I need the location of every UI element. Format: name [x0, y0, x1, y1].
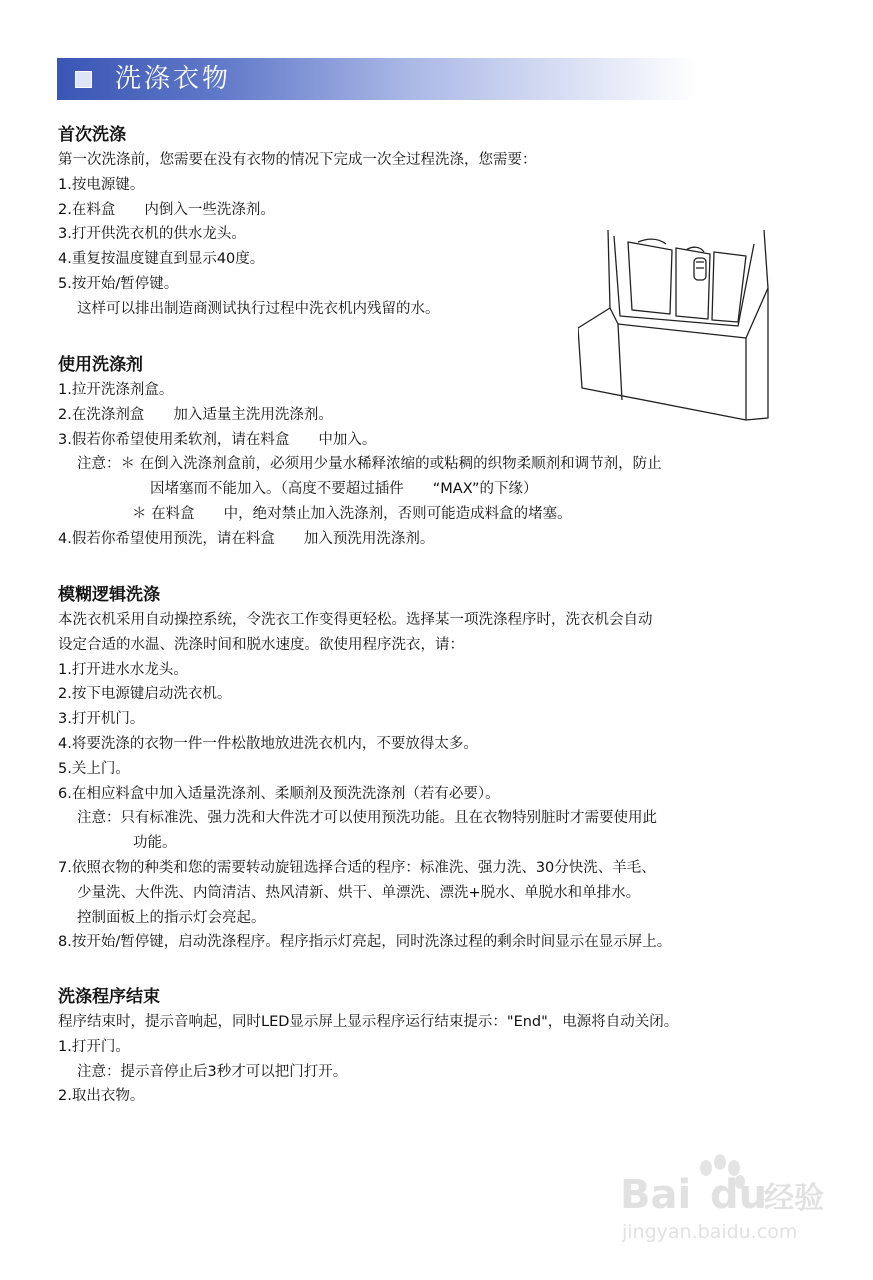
list-item: 2.按下电源键启动洗衣机。 — [58, 686, 232, 703]
section-title: 首次洗涤 — [58, 125, 126, 145]
note-line: 注意：提示音停止后3秒才可以把门打开。 — [77, 1063, 348, 1080]
list-item-continuation: 少量洗、大件洗、内筒清洁、热风清新、烘干、单漂洗、漂洗+脱水、单脱水和单排水。 — [77, 884, 641, 901]
watermark-cn: 经验 — [764, 1181, 824, 1216]
list-item: 1.按电源键。 — [58, 176, 145, 193]
list-item: 2.取出衣物。 — [58, 1088, 145, 1105]
list-item: 8.按开始/暂停键，启动洗涤程序。程序指示灯亮起，同时洗涤过程的剩余时间显示在显示屏上。 — [58, 934, 672, 951]
watermark-brand: Bai — [620, 1172, 692, 1218]
list-item: 3.打开机门。 — [58, 711, 145, 728]
baidu-jingyan-watermark — [618, 1148, 828, 1248]
paragraph-line: 本洗衣机采用自动操控系统，令洗衣工作变得更轻松。选择某一项洗涤程序时，洗衣机会自动 — [58, 612, 653, 628]
paragraph-line: 程序结束时，提示音响起，同时LED显示屏上显示程序运行结束提示："End"，电源将自动关闭。 — [58, 1014, 679, 1030]
list-item: 1.打开门。 — [58, 1038, 130, 1055]
note-line: 注意：＊ 在倒入洗涤剂盒前，必须用少量水稀释浓缩的或粘稠的织物柔顺剂和调节剂，防止 — [77, 456, 662, 473]
section-program-end — [58, 984, 848, 1109]
watermark-brand-du: du — [710, 1172, 768, 1218]
section-fuzzy-logic — [58, 582, 848, 955]
paragraph-line: 第一次洗涤前，您需要在没有衣物的情况下完成一次全过程洗涤，您需要： — [58, 152, 537, 168]
list-item: 3.假若你希望使用柔软剂，请在料盒 中加入。 — [58, 431, 377, 448]
square-bullet-icon — [75, 71, 92, 88]
section-header-bar — [57, 58, 697, 100]
list-item: 2.在料盒 内倒入一些洗涤剂。 — [58, 201, 275, 218]
paragraph-line: 设定合适的水温、洗涤时间和脱水速度。欲使用程序洗衣，请： — [58, 636, 464, 653]
list-item-continuation: 控制面板上的指示灯会亮起。 — [77, 909, 266, 926]
list-item: 3.打开供洗衣机的供水龙头。 — [58, 226, 246, 243]
list-item: 6.在相应料盒中加入适量洗涤剂、柔顺剂及预洗洗涤剂（若有必要）。 — [58, 785, 500, 802]
page-title: 洗涤衣物 — [115, 64, 232, 94]
list-item: 1.打开进水水龙头。 — [58, 661, 188, 678]
list-item: 7.依照衣物的种类和您的需要转动旋钮选择合适的程序：标准洗、强力洗、30分快洗、羊毛、 — [58, 859, 656, 876]
list-item: 5.关上门。 — [58, 760, 130, 777]
paragraph-line: 这样可以排出制造商测试执行过程中洗衣机内残留的水。 — [77, 300, 440, 317]
section-title: 使用洗涤剂 — [58, 355, 143, 375]
list-item: 4.重复按温度键直到显示40度。 — [58, 251, 265, 268]
list-item: 2.在洗涤剂盒 加入适量主洗用洗涤剂。 — [58, 406, 333, 423]
note-line: 注意：只有标准洗、强力洗和大件洗才可以使用预洗功能。且在衣物特别脏时才需要使用此 — [77, 810, 657, 827]
section-title: 模糊逻辑洗涤 — [58, 585, 160, 605]
list-item: 5.按开始/暂停键。 — [58, 275, 179, 292]
list-item: 4.将要洗涤的衣物一件一件松散地放进洗衣机内，不要放得太多。 — [58, 735, 478, 752]
list-item: 1.拉开洗涤剂盒。 — [58, 382, 174, 398]
watermark-url: jingyan.baidu.com — [622, 1221, 798, 1243]
list-item: 4.假若你希望使用预洗，请在料盒 加入预洗用洗涤剂。 — [58, 530, 435, 547]
detergent-drawer-illustration — [578, 228, 770, 424]
section-title: 洗涤程序结束 — [58, 987, 160, 1007]
note-line: 功能。 — [133, 835, 177, 852]
note-line: ＊ 在料盒 中，绝对禁止加入洗涤剂，否则可能造成料盒的堵塞。 — [132, 505, 572, 522]
note-line: 因堵塞而不能加入。（高度不要超过插件 “MAX”的下缘） — [150, 481, 538, 498]
